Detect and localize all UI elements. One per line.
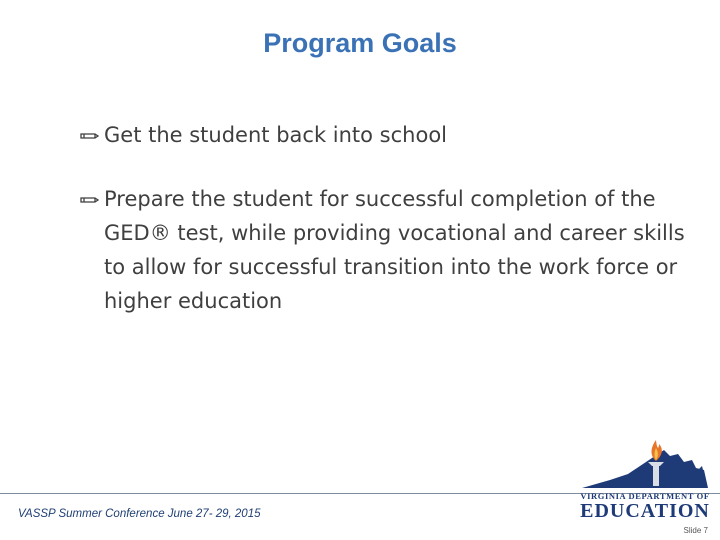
slide-number: Slide 7	[683, 526, 708, 535]
bullet-text: Prepare the student for successful completion of the GED® test, while providing vocational and career skills to allow for successful transition into the work force or higher education	[104, 187, 685, 313]
bullet-item	[78, 182, 688, 318]
bullet-list	[78, 118, 688, 318]
bullet-text: Get the student back into school	[104, 123, 448, 147]
footer-conference-text: VASSP Summer Conference June 27- 29, 2015	[18, 508, 261, 520]
virginia-education-logo	[580, 436, 710, 524]
pencil-icon	[78, 188, 100, 210]
pencil-icon	[78, 124, 100, 146]
logo-line1: VIRGINIA DEPARTMENT OF	[580, 491, 710, 501]
virginia-map-torch-icon	[580, 436, 710, 492]
logo-line2: EDUCATION	[580, 500, 710, 522]
bullet-item	[78, 118, 688, 152]
slide-title: Program Goals	[263, 28, 457, 58]
